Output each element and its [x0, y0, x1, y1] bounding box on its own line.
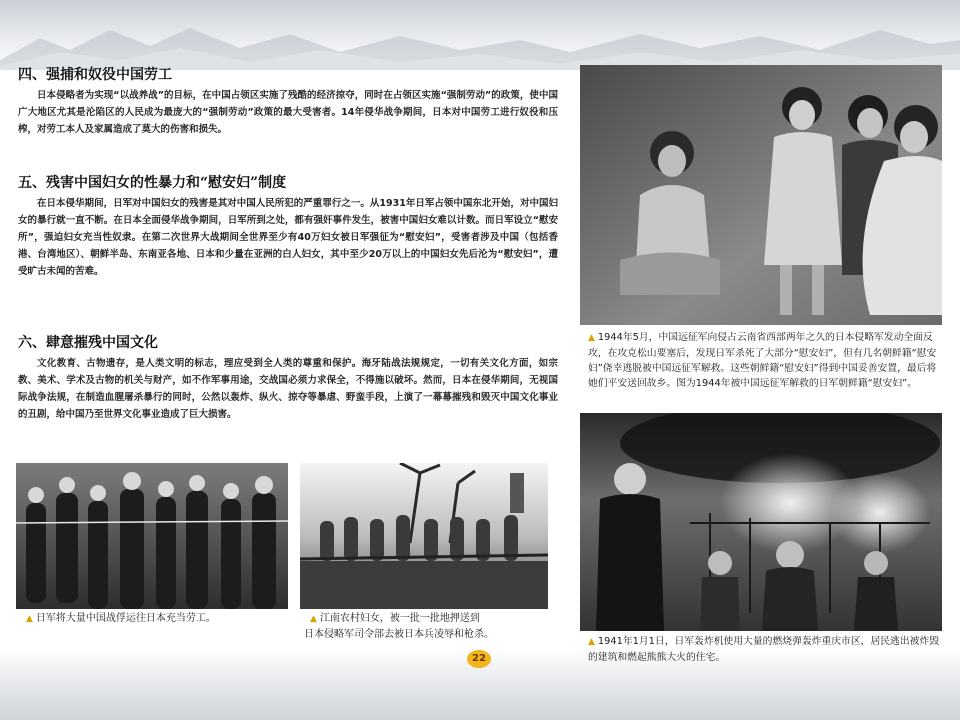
triangle-marker-icon: ▲: [588, 333, 595, 343]
section-body: 文化教育、古物遗存，是人类文明的标志，理应受到全人类的尊重和保护。海牙陆战法规规定，一切有关文化方面，如宗教、美术、学术及古物的机关与财产，如不作军事用途，交战国必须力求保全，不得施以破坏。然而，日本在侵华期间，无视国际战争法规，在制造血腥屠杀暴行的同时，公然以轰炸、纵火、掠夺等暴虐、野蛮手段，上演了一幕幕摧残和毁灭中国文化事业的丑剧，给中国乃至世界文化事业造成了巨大损害。: [18, 358, 558, 420]
photo-rural-women: [300, 463, 548, 609]
section-title: 五、残害中国妇女的性暴力和“慰安妇”制度: [18, 175, 287, 191]
section-comfort-women: [18, 172, 558, 280]
caption-text-line2: 日本侵略军司令部去被日本兵凌辱和枪杀。: [304, 629, 494, 640]
section-culture-destruction: [18, 332, 558, 423]
section-body: 在日本侵华期间，日军对中国妇女的残害是其对中国人民所犯的严重罪行之一。从1931年日军占领中国东北开始，对中国妇女的暴行就一直不断。在日本全面侵华战争期间，日军所到之处，都有强奸事件发生，被害中国妇女难以计数。而日军设立“慰安所”，强迫妇女充当性奴隶。在第二次世界大战期间全世界至少有40万妇女被日军强征为“慰安妇”，受害者涉及中国（包括香港、台湾地区）、朝鲜半岛、东南亚各地、日本和少量在亚洲的白人妇女，其中至少20万以上的中国妇女先后沦为“慰安妇”，遭受旷古未闻的苦难。: [18, 198, 558, 277]
photo-chongqing-bombing: [580, 413, 942, 631]
section-title: 六、肆意摧残中国文化: [18, 335, 158, 351]
caption-chongqing-bombing: [588, 634, 942, 665]
caption-forced-labor: [26, 611, 288, 627]
page-number-badge: 22: [467, 650, 491, 668]
section-body: 日本侵略者为实现“以战养战”的目标，在中国占领区实施了残酷的经济掠夺，同时在占领区实施“强制劳动”的政策，使中国广大地区尤其是沦陷区的人民成为最庞大的“强制劳动”政策的最大受害者。14年侵华战争期间，日本对中国劳工进行奴役和压榨，对劳工本人及家属造成了莫大的伤害和损失。: [18, 90, 558, 135]
section-forced-labor: [18, 64, 558, 138]
caption-text: 日军将大量中国战俘运往日本充当劳工。: [35, 613, 216, 624]
caption-rural-women: [304, 611, 554, 643]
triangle-marker-icon: ▲: [26, 614, 33, 624]
photo-forced-labor: [16, 463, 288, 609]
caption-text-line1: 江南农村妇女，被一批一批地押送到: [319, 613, 480, 624]
caption-comfort-women: [588, 330, 942, 391]
triangle-marker-icon: ▲: [588, 637, 595, 647]
caption-text: 1944年5月，中国远征军向侵占云南省西部两年之久的日本侵略军发动全面反攻，在攻克松山要塞后，发现日军杀死了大部分“慰安妇”，但有几名朝鲜籍“慰安妇”侥幸逃脱被中国远征军解救。这些朝鲜籍“慰安妇”得到中国妥善安置，最后将她们平安送回故乡。图为1944年被中国远征军解救的日军朝鲜籍“慰安妇”。: [588, 332, 937, 389]
section-title: 四、强捕和奴役中国劳工: [18, 67, 172, 83]
photo-comfort-women-rescued: [580, 65, 942, 325]
caption-text: 1941年1月1日，日军轰炸机使用大量的燃烧弹轰炸重庆市区，居民逃出被炸毁的建筑和燃起熊熊大火的住宅。: [588, 636, 940, 663]
triangle-marker-icon: ▲: [310, 614, 317, 624]
